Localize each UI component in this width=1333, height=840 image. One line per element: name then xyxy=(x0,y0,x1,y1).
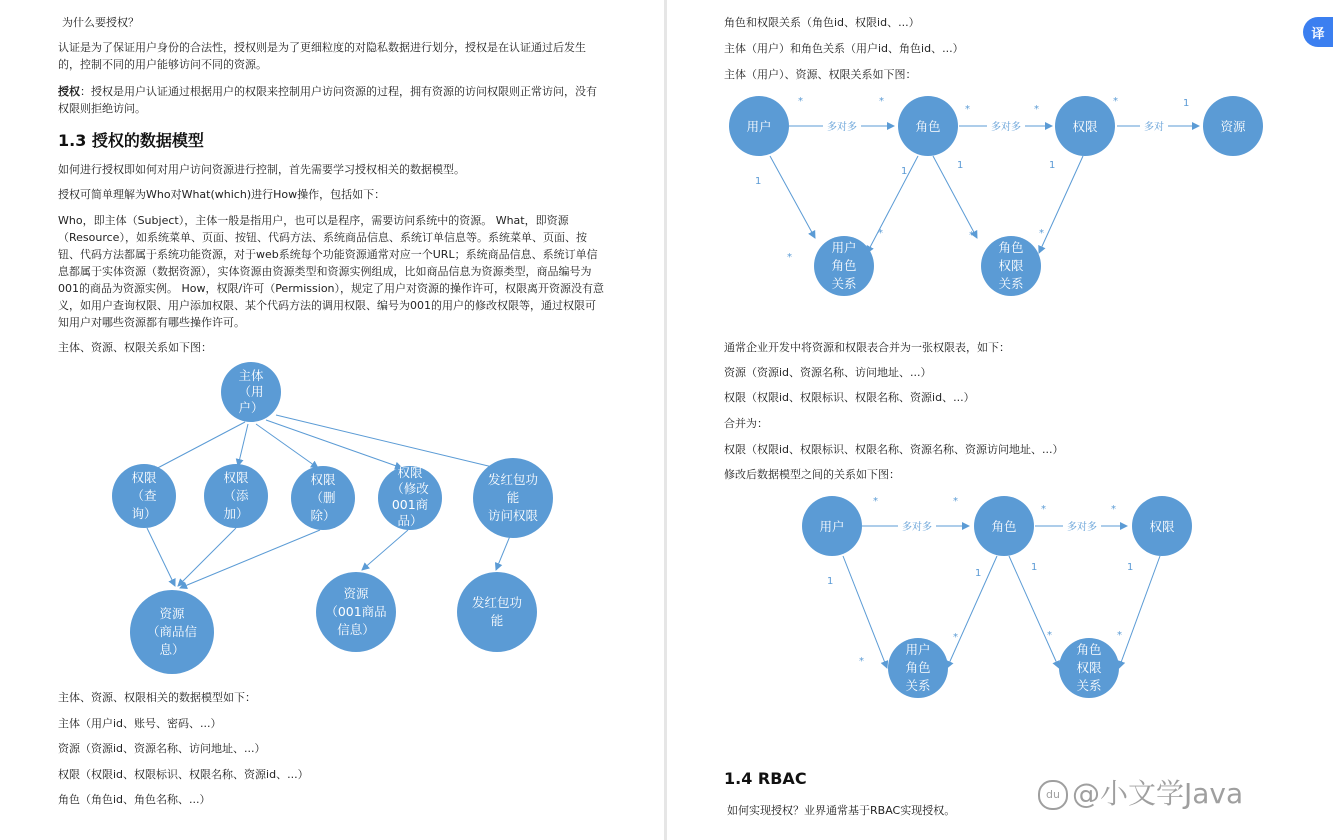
diagram1-edges xyxy=(770,126,1199,253)
svg-text:*: * xyxy=(798,96,803,107)
svg-text:权限: 权限 xyxy=(1076,660,1102,675)
svg-text:权限: 权限 xyxy=(397,465,423,480)
svg-text:能: 能 xyxy=(490,613,504,628)
svg-text:能: 能 xyxy=(506,490,520,505)
merge-label: 合并为： xyxy=(724,417,768,430)
svg-text:1: 1 xyxy=(1127,562,1134,573)
watermark xyxy=(1038,772,1243,812)
svg-text:加）: 加） xyxy=(223,506,249,521)
svg-text:*: * xyxy=(879,96,884,107)
svg-text:*: * xyxy=(1111,504,1116,515)
svg-text:关系: 关系 xyxy=(1076,678,1102,693)
svg-text:*: * xyxy=(953,496,958,507)
svg-text:访问权限: 访问权限 xyxy=(487,508,539,523)
relation-user-role: 主体（用户）和角色关系（用户id、角色id、...） xyxy=(724,42,964,55)
node-res-goods xyxy=(130,590,214,674)
node-perm-modify xyxy=(378,465,442,530)
svg-text:关系: 关系 xyxy=(831,276,857,291)
paragraph-diagram1-intro: 主体（用户）、资源、权限关系如下图： xyxy=(724,68,917,81)
model-resource-right: 资源（资源id、资源名称、访问地址、...） xyxy=(724,366,932,379)
section-title-1-3: 1.3 授权的数据模型 xyxy=(58,131,204,150)
svg-text:多对: 多对 xyxy=(1144,122,1164,133)
svg-text:权限: 权限 xyxy=(223,470,249,485)
model-role: 角色（角色id、角色名称、...） xyxy=(58,793,211,806)
edge-redpacket-func xyxy=(496,536,510,570)
svg-text:多对多: 多对多 xyxy=(902,522,932,533)
node-perm-add xyxy=(204,464,268,528)
svg-text:角色: 角色 xyxy=(905,660,931,675)
svg-text:用户: 用户 xyxy=(819,519,845,534)
bold-term: 授权 xyxy=(58,85,80,98)
d2-edge-perm-roleperm xyxy=(1119,556,1160,668)
svg-text:资源: 资源 xyxy=(159,606,185,621)
svg-text:1: 1 xyxy=(827,576,834,587)
definition-text: ：授权是用户认证通过根据用户的权限来控制用户访问资源的过程，拥有资源的访问权限则正常访问，没有权限则拒绝访问。 xyxy=(58,85,597,115)
node-res-001 xyxy=(316,572,396,652)
node-perm-query xyxy=(112,464,176,528)
svg-text:1: 1 xyxy=(1031,562,1038,573)
svg-text:用户: 用户 xyxy=(746,119,772,134)
model-permission: 权限（权限id、权限标识、权限名称、资源id、...） xyxy=(58,768,309,781)
edge-subject-modify xyxy=(266,420,402,468)
svg-text:息）: 息） xyxy=(159,642,185,657)
svg-text:*: * xyxy=(1039,228,1044,239)
node-perm-redpacket xyxy=(473,458,553,538)
svg-text:用户: 用户 xyxy=(831,240,857,255)
node-subject xyxy=(221,362,281,422)
d2-node-user-role xyxy=(888,638,948,698)
edge-subject-add xyxy=(238,424,248,466)
svg-text:（001商品: （001商品 xyxy=(325,604,387,619)
d2-node-role-perm xyxy=(1059,638,1119,698)
paragraph-who-what-how: 授权可简单理解为Who对What(which)进行How操作，包括如下： xyxy=(58,188,386,201)
svg-text:关系: 关系 xyxy=(905,678,931,693)
svg-text:资源: 资源 xyxy=(1220,119,1246,134)
d2-edge-role-userrole xyxy=(947,556,997,668)
svg-text:多对多: 多对多 xyxy=(1067,522,1097,533)
paragraph-model-intro: 主体、资源、权限相关的数据模型如下： xyxy=(58,691,256,704)
svg-text:1: 1 xyxy=(1183,98,1190,109)
question-title: 为什么要授权？ xyxy=(62,16,139,29)
svg-text:用户: 用户 xyxy=(905,642,931,657)
edge-subject-delete xyxy=(256,424,318,468)
d2-edge-user-userrole xyxy=(843,556,887,668)
d1-node-role-perm xyxy=(981,236,1041,296)
paragraph-authorization-purpose: 认证是为了保证用户身份的合法性，授权则是为了更细粒度的对隐私数据进行划分，授权是在认证通过后发生的，控制不同的用户能够访问不同的资源。 xyxy=(58,41,586,71)
svg-text:*: * xyxy=(1041,504,1046,515)
paragraph-diagram2-intro: 修改后数据模型之间的关系如下图： xyxy=(724,468,900,481)
svg-text:角色: 角色 xyxy=(998,240,1024,255)
svg-text:001商: 001商 xyxy=(391,497,429,512)
diagram1-edge-labels xyxy=(755,96,1189,263)
svg-text:*: * xyxy=(965,104,970,115)
d1-node-user-role xyxy=(814,236,874,296)
svg-text:权限: 权限 xyxy=(131,470,157,485)
edge-delete-goods xyxy=(180,530,320,588)
svg-text:角色: 角色 xyxy=(915,119,941,134)
paragraph-merge-intro: 通常企业开发中将资源和权限表合并为一张权限表，如下： xyxy=(724,341,1010,354)
svg-text:（删: （删 xyxy=(310,490,336,505)
svg-text:*: * xyxy=(787,252,792,263)
d1-node-perm xyxy=(1055,96,1115,156)
document-page-left xyxy=(0,0,664,840)
edge-query-goods xyxy=(147,528,175,586)
model-merged: 权限（权限id、权限标识、权限名称、资源名称、资源访问地址、...） xyxy=(724,443,1064,456)
diagram-modified-model xyxy=(667,488,1333,718)
svg-text:*: * xyxy=(878,228,883,239)
svg-text:*: * xyxy=(859,656,864,667)
watermark-text: @小文学Java xyxy=(1072,777,1244,810)
svg-text:*: * xyxy=(1034,104,1039,115)
svg-text:主体: 主体 xyxy=(238,368,264,383)
model-resource: 资源（资源id、资源名称、访问地址、...） xyxy=(58,742,266,755)
svg-text:关系: 关系 xyxy=(998,276,1024,291)
model-subject: 主体（用户id、账号、密码、...） xyxy=(58,717,222,730)
svg-text:发红包功: 发红包功 xyxy=(471,595,523,610)
svg-text:*: * xyxy=(1047,630,1052,641)
paragraph-diagram-intro: 主体、资源、权限关系如下图： xyxy=(58,341,212,354)
svg-text:权限: 权限 xyxy=(310,472,336,487)
svg-text:多对多: 多对多 xyxy=(827,122,857,133)
paragraph-authorization-definition xyxy=(58,83,606,117)
svg-text:角色: 角色 xyxy=(831,258,857,273)
svg-text:（修改: （修改 xyxy=(391,481,429,496)
edge-role-roleperm xyxy=(933,156,977,238)
d1-node-resource xyxy=(1203,96,1263,156)
svg-text:（用: （用 xyxy=(238,384,264,399)
svg-text:*: * xyxy=(969,230,974,241)
svg-text:除）: 除） xyxy=(310,508,336,523)
svg-text:发红包功: 发红包功 xyxy=(487,472,539,487)
svg-text:权限: 权限 xyxy=(998,258,1024,273)
svg-text:1: 1 xyxy=(975,568,982,579)
d1-node-user xyxy=(729,96,789,156)
translate-button[interactable] xyxy=(1303,17,1333,47)
svg-text:角色: 角色 xyxy=(991,519,1017,534)
svg-text:*: * xyxy=(1117,630,1122,641)
d2-node-user xyxy=(802,496,862,556)
svg-text:权限: 权限 xyxy=(1072,119,1098,134)
watermark-logo: du xyxy=(1038,780,1068,810)
node-res-redpacket xyxy=(457,572,537,652)
model-permission-right: 权限（权限id、权限标识、权限名称、资源id、...） xyxy=(724,391,975,404)
svg-text:（添: （添 xyxy=(223,488,249,503)
d2-node-perm xyxy=(1132,496,1192,556)
svg-text:（查: （查 xyxy=(131,488,157,503)
svg-text:*: * xyxy=(953,632,958,643)
svg-text:多对多: 多对多 xyxy=(991,122,1021,133)
svg-text:1: 1 xyxy=(901,166,908,177)
svg-text:户）: 户） xyxy=(238,400,264,415)
paragraph-howto: 如何进行授权即如何对用户访问资源进行控制，首先需要学习授权相关的数据模型。 xyxy=(58,163,465,176)
edge-perm-roleperm xyxy=(1039,156,1083,253)
edge-modify-001 xyxy=(362,530,408,570)
svg-text:1: 1 xyxy=(1049,160,1056,171)
paragraph-rbac: 如何实现授权？业界通常基于RBAC实现授权。 xyxy=(727,804,956,817)
node-perm-delete xyxy=(291,466,355,530)
svg-text:角色: 角色 xyxy=(1076,642,1102,657)
edge-subject-redpacket xyxy=(276,415,505,470)
edge-role-userrole xyxy=(867,156,918,253)
diagram-user-role-permission-resource xyxy=(667,88,1333,328)
svg-text:（商品信: （商品信 xyxy=(146,624,198,639)
svg-text:信息）: 信息） xyxy=(337,622,375,637)
svg-text:1: 1 xyxy=(957,160,964,171)
edge-user-userrole xyxy=(770,156,815,238)
svg-text:*: * xyxy=(873,496,878,507)
svg-text:资源: 资源 xyxy=(343,586,369,601)
paragraph-who-detail: Who，即主体（Subject），主体一般是指用户，也可以是程序，需要访问系统中的资源。 What，即资源（Resource），如系统菜单、页面、按钮、代码方法、系统商品信息、系统订单信息等。系统菜单、页面、按钮、代码方法都属于系统功能资源，对于web系统每个功能资源通常对应一个URL；系统商品信息、系统订单信息都属于实体资源（数据资源），实体资源由资源类型和资源实例组成，比如商品信息为资源类型，商品编号为001的商品为资源实例。 How，权限/许可（Permission），规定了用户对资源的操作许可，权限离开资源没有意义，如用户查询权限、用户添加权限、某个代码方法的调用权限、编号为001的用户的修改权限等，通过权限可知用户对哪些资源都有哪些操作许可。 xyxy=(58,214,605,329)
svg-text:权限: 权限 xyxy=(1149,519,1175,534)
svg-text:品）: 品） xyxy=(397,513,423,528)
d2-node-role xyxy=(974,496,1034,556)
diagram-subject-resource-permission xyxy=(0,360,664,680)
section-title-1-4: 1.4 RBAC xyxy=(724,769,807,788)
d1-node-role xyxy=(898,96,958,156)
document-page-right xyxy=(667,0,1333,840)
svg-text:*: * xyxy=(1113,96,1118,107)
svg-text:1: 1 xyxy=(755,176,762,187)
svg-text:询）: 询） xyxy=(131,506,157,521)
translate-icon: 译 xyxy=(1311,26,1325,42)
relation-role-permission: 角色和权限关系（角色id、权限id、...） xyxy=(724,16,920,29)
